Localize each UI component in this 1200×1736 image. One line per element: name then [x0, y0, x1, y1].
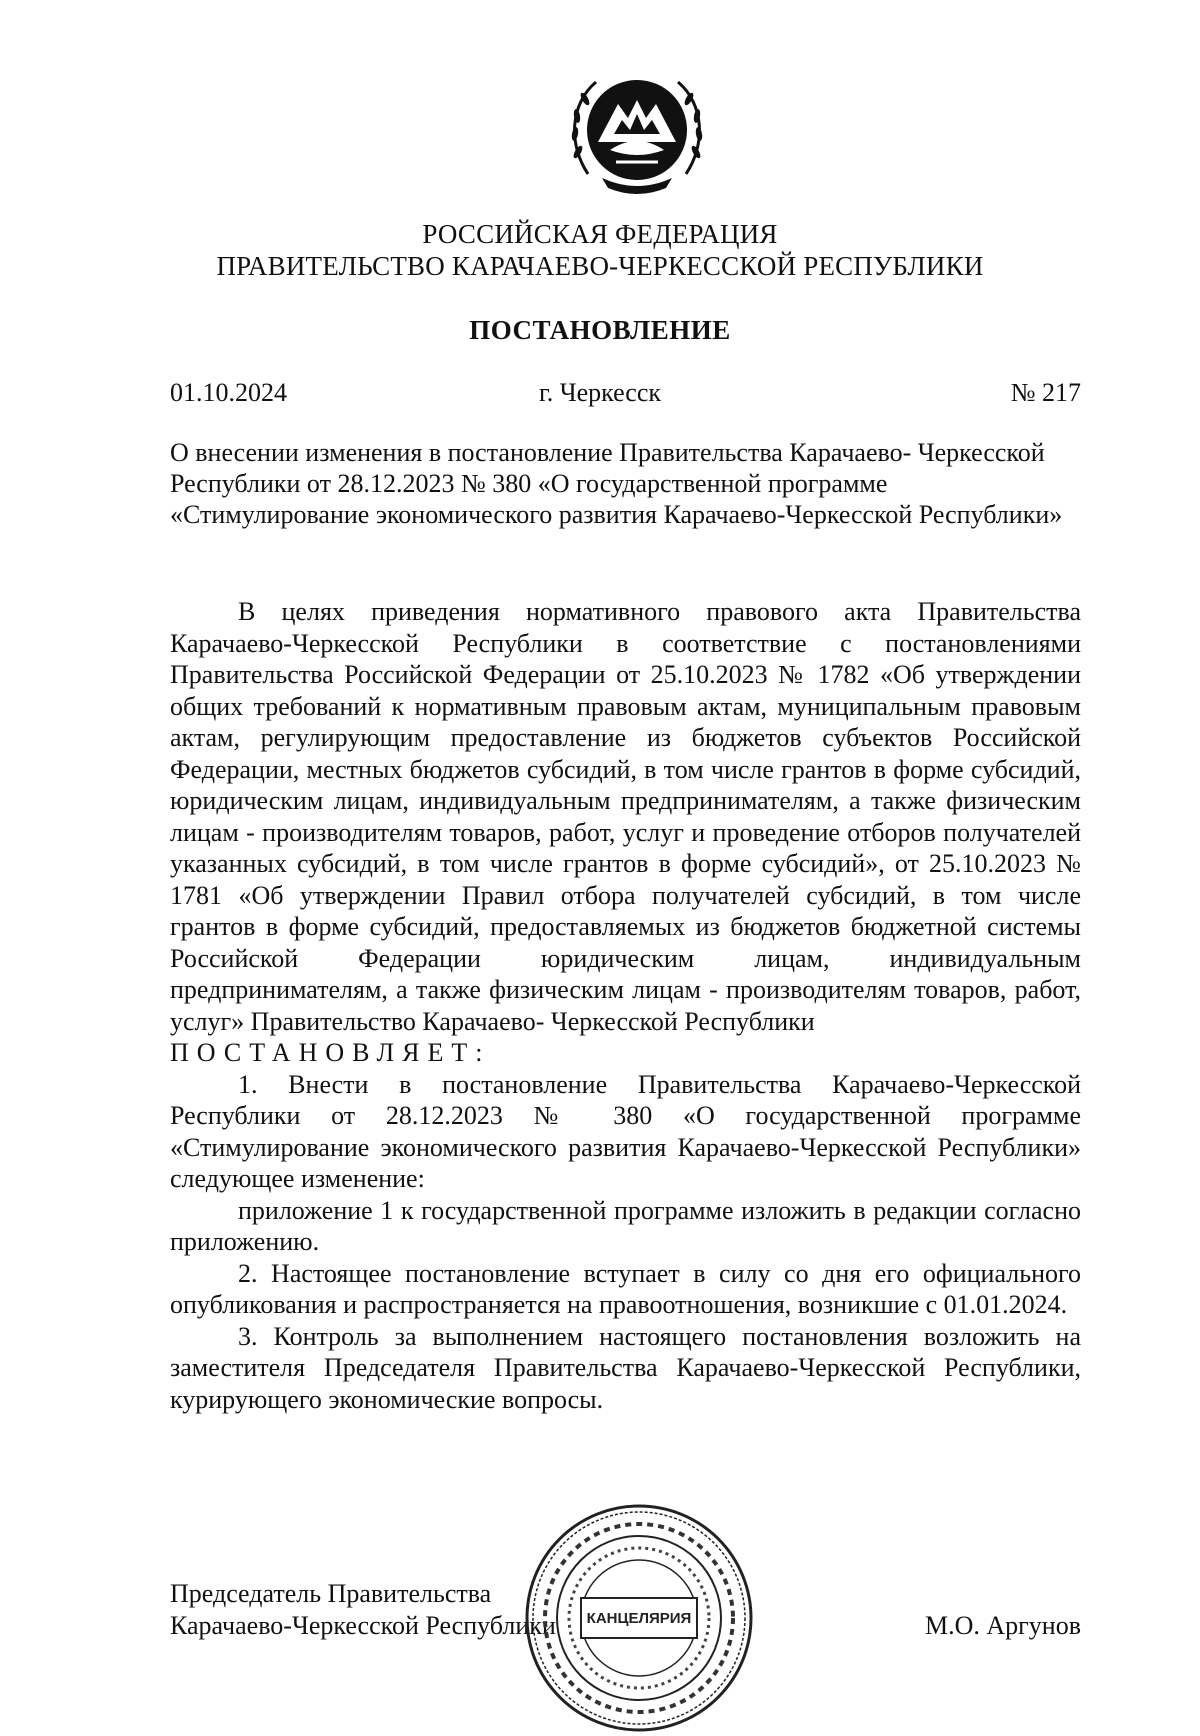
document-body: [170, 596, 1081, 1415]
item-1-paragraph: 1. Внести в постановление Правительства Карачаево-Черкесской Республики от 28.12.2023 № 380 «О государственной программе «Стимулирование экономического развития Карачаево-Черкесской Республики» следующее изменение:: [170, 1069, 1081, 1193]
decree-word: ПОСТАНОВЛЯЕТ:: [170, 1038, 491, 1067]
signature-position-line1: Председатель Правительства: [170, 1579, 492, 1608]
preamble-paragraph: В целях приведения нормативного правового акта Правительства Карачаево-Черкесской Республики в соответствие с постановлениями Правительства Российской Федерации от 25.10.2023 № 1782 «Об утверждении общих требований к нормативным правовым актам, муниципальным правовым актам, регулирующим предоставление из бюджетов субъектов Российской Федерации, местных бюджетов субсидий, в том числе грантов в форме субсидий, юридическим лицам, индивидуальным предпринимателям, а также физическим лицам - производителям товаров, работ, услуг и проведение отборов получателей указанных субсидий, в том числе грантов в форме субсидий», от 25.10.2023 № 1781 «Об утверждении Правил отбора получателей субсидий, в том числе грантов в форме субсидий, предоставляемых из бюджетов бюджетной системы Российской Федерации юридическим лицам, индивидуальным предпринимателям, а также физическим лицам - производителям товаров, работ, услуг» Правительство Карачаево- Черкесской Республики: [170, 597, 1081, 1036]
item-1-sub-paragraph: приложение 1 к государственной программе изложить в редакции согласно приложению.: [170, 1195, 1081, 1256]
header-government: ПРАВИТЕЛЬСТВО КАРАЧАЕВО-ЧЕРКЕССКОЙ РЕСПУБЛИКИ: [216, 251, 984, 281]
item-2-paragraph: 2. Настоящее постановление вступает в силу со дня его официального опубликования и распространяется на правоотношения, возникшие с 01.01.2024.: [170, 1258, 1081, 1319]
document-title: О внесении изменения в постановление Правительства Карачаево- Черкесской Республики от 28.12.2023 № 380 «О государственной программе «Стимулирование экономического развития Карачаево-Черкесской Республики»: [170, 438, 1063, 529]
item-3-paragraph: 3. Контроль за выполнением настоящего постановления возложить на заместителя Председателя Правительства Карачаево-Черкесской Республики, курирующего экономические вопросы.: [170, 1321, 1081, 1414]
document-type: ПОСТАНОВЛЕНИЕ: [469, 315, 731, 345]
header-country: РОССИЙСКАЯ ФЕДЕРАЦИЯ: [422, 219, 778, 249]
document-date: 01.10.2024: [170, 378, 287, 407]
signer-name: М.О. Аргунов: [924, 1611, 1081, 1640]
document-number: № 217: [1010, 378, 1081, 407]
signature-position: [170, 1578, 556, 1642]
document-city: г. Черкесск: [538, 378, 662, 407]
stamp-center-text: КАНЦЕЛЯРИЯ: [586, 1609, 692, 1627]
coat-of-arms-icon: [566, 62, 708, 204]
signature-position-line2: Карачаево-Черкесской Республики: [170, 1611, 556, 1640]
